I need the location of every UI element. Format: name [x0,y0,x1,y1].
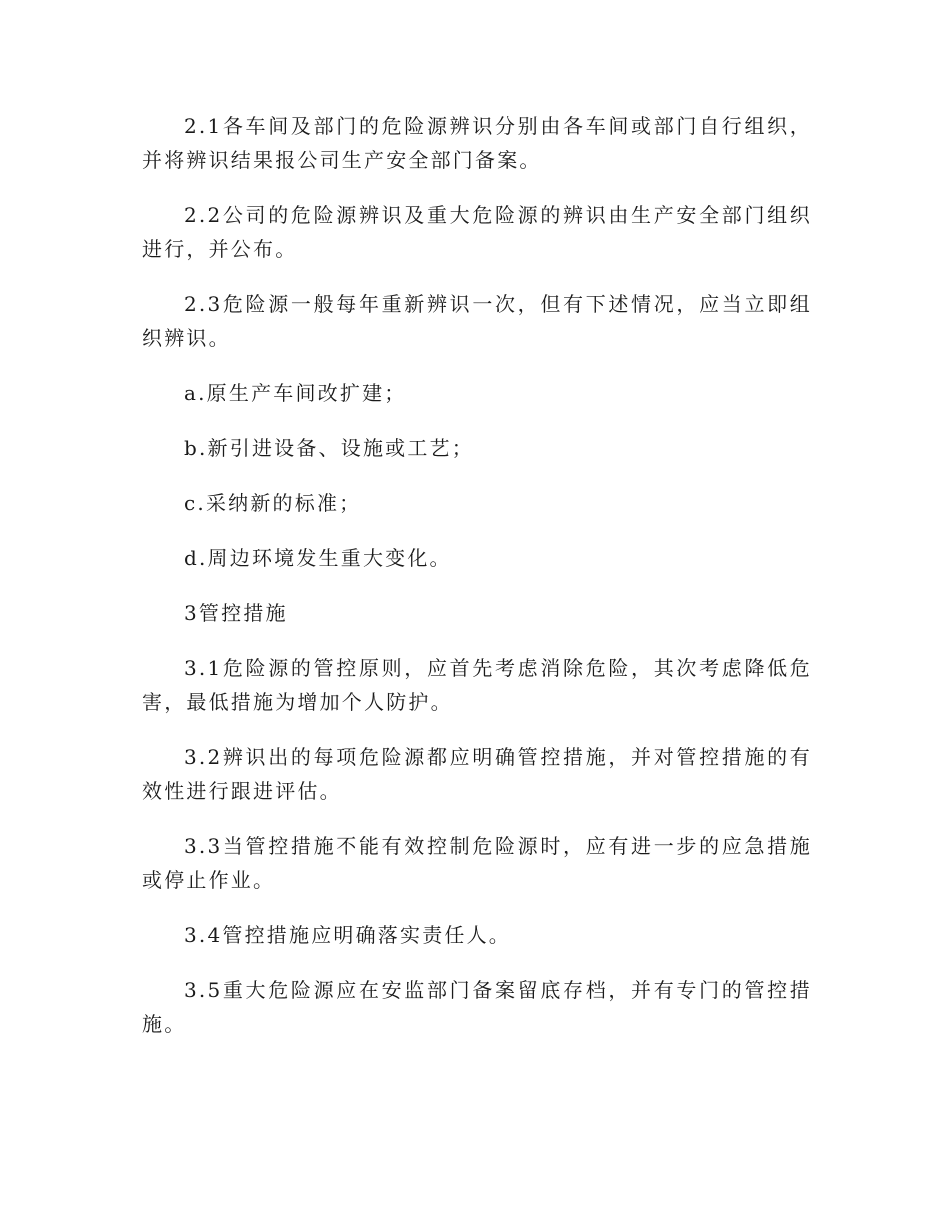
paragraph-3-4: 3.4管控措施应明确落实责任人。 [184,923,512,947]
paragraph-3-3: 3.3当管控措施不能有效控制危险源时，应有进一步的应急措施或停止作业。 [142,834,812,892]
list-item-a: a.原生产车间改扩建； [184,381,407,405]
paragraph-3-2: 3.2辨识出的每项危险源都应明确管控措施，并对管控措施的有效性进行跟进评估。 [142,745,812,803]
list-item-d: d.周边环境发生重大变化。 [184,546,452,570]
document-body [142,109,812,1062]
paragraph-2-2: 2.2公司的危险源辨识及重大危险源的辨识由生产安全部门组织进行，并公布。 [142,203,812,261]
paragraph-3-1: 3.1危险源的管控原则，应首先考虑消除危险，其次考虑降低危害，最低措施为增加个人防护。 [142,656,812,714]
paragraph-2-3: 2.3危险源一般每年重新辨识一次，但有下述情况，应当立即组织辨识。 [142,292,812,350]
list-item-c: c.采纳新的标准； [184,491,362,515]
paragraph-3-5: 3.5重大危险源应在安监部门备案留底存档，并有专门的管控措施。 [142,978,812,1036]
paragraph-2-1: 2.1各车间及部门的危险源辨识分别由各车间或部门自行组织，并将辨识结果报公司生产安全部门备案。 [142,114,812,172]
list-item-b: b.新引进设备、设施或工艺； [184,436,474,460]
section-heading-3: 3管控措施 [184,601,288,625]
